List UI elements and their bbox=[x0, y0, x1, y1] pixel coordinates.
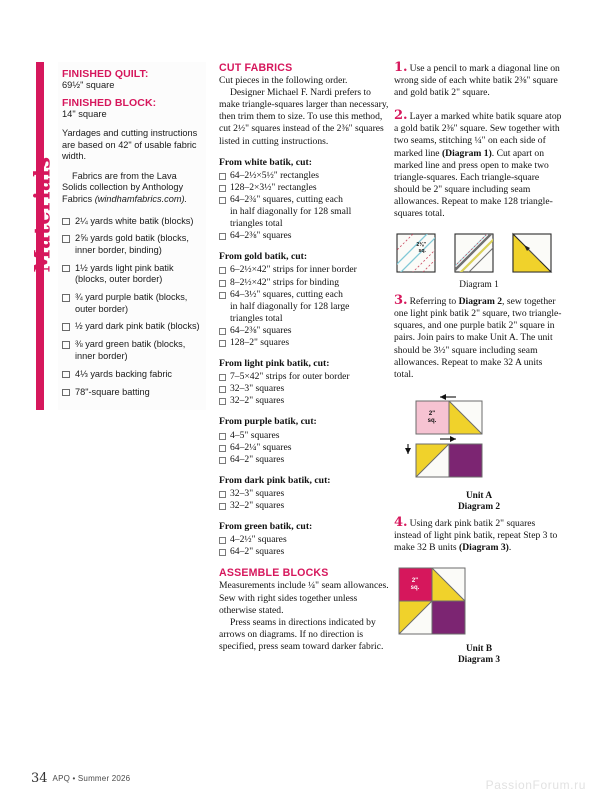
step-3-diagram-ref: Diagram 2 bbox=[458, 296, 503, 308]
diagram-3-tile-label-1: 2" bbox=[411, 578, 419, 585]
cut-item-label: 64–2¾" squares, cutting each bbox=[230, 193, 343, 205]
cut-group-title: From white batik, cut: bbox=[219, 156, 312, 168]
cut-item[interactable] bbox=[219, 488, 389, 500]
material-item[interactable] bbox=[62, 339, 204, 362]
cut-item-label: 32–3" squares bbox=[230, 383, 285, 395]
material-item[interactable] bbox=[62, 369, 204, 380]
cut-item-label: 32–3" squares bbox=[230, 487, 285, 499]
cut-item-label: 64–2⅜" squares bbox=[230, 230, 292, 242]
diagram-1-caption: Diagram 1 bbox=[459, 280, 499, 291]
cut-item[interactable] bbox=[219, 230, 389, 242]
cut-item-label: 128–2" squares bbox=[230, 336, 290, 348]
cut-item[interactable] bbox=[219, 182, 389, 194]
material-item-label: ⅜ yard green batik (blocks, inner border) bbox=[75, 339, 186, 361]
cut-item-label: 4–2½" squares bbox=[230, 534, 287, 546]
cut-item[interactable] bbox=[219, 534, 389, 546]
checkbox-icon[interactable] bbox=[219, 537, 226, 544]
cut-item-label: 64–2⅜" squares bbox=[230, 324, 292, 336]
materials-note-2-text: Fabrics are from the Lava Solids collection by Anthology Fabrics bbox=[62, 170, 184, 204]
material-item-label: 2¼ yards white batik (blocks) bbox=[75, 215, 194, 226]
cut-fabric-groups bbox=[219, 157, 389, 559]
checkbox-icon[interactable] bbox=[62, 235, 70, 243]
step-2-number: 2. bbox=[394, 108, 408, 124]
step-3-number: 3. bbox=[394, 293, 408, 309]
materials-tab-label: Materials bbox=[29, 156, 55, 273]
cut-fabrics-intro-1: Cut pieces in the following order. bbox=[219, 75, 348, 87]
cut-item[interactable] bbox=[219, 546, 389, 558]
material-item-label: 1½ yards light pink batik (blocks, outer border) bbox=[75, 262, 174, 285]
cut-group-title: From green batik, cut: bbox=[219, 521, 313, 533]
assemble-para-2: Press seams in directions indicated by arrows on diagrams. If no direction is specified, press seam toward darker fabric. bbox=[219, 616, 384, 652]
watermark: PassionForum.ru bbox=[485, 778, 586, 792]
checkbox-icon[interactable] bbox=[219, 233, 226, 240]
cut-item-label: 32–2" squares bbox=[230, 500, 285, 511]
diagram-3-graphic bbox=[394, 565, 470, 641]
checkbox-icon[interactable] bbox=[219, 197, 226, 204]
cut-item[interactable] bbox=[219, 337, 389, 349]
material-item[interactable] bbox=[62, 263, 204, 286]
material-item[interactable] bbox=[62, 387, 204, 398]
checkbox-icon[interactable] bbox=[219, 280, 226, 287]
cut-item[interactable] bbox=[219, 170, 389, 182]
cut-item[interactable] bbox=[219, 325, 389, 337]
step-4-text-b: . bbox=[508, 541, 512, 553]
checkbox-icon[interactable] bbox=[62, 371, 70, 379]
diagram-1-graphic bbox=[394, 231, 562, 277]
footer-source: APQ • Summer 2026 bbox=[52, 774, 131, 783]
material-item-label: 2⅝ yards gold batik (blocks, inner border, binding) bbox=[75, 233, 189, 255]
checkbox-icon[interactable] bbox=[62, 218, 70, 226]
material-item-label: 4⅓ yards backing fabric bbox=[75, 368, 173, 379]
checkbox-icon[interactable] bbox=[62, 294, 70, 302]
diagram-1-tile-label-1: 2⅜" bbox=[416, 242, 426, 249]
checkbox-icon[interactable] bbox=[219, 549, 226, 556]
cut-item-continuation: in half diagonally for 128 large bbox=[230, 300, 350, 312]
cut-item-continuation: triangles total bbox=[230, 218, 283, 230]
step-2 bbox=[394, 110, 564, 220]
finished-quilt-value: 69½" square bbox=[62, 80, 115, 90]
diagram-3-caption-label: Diagram 3 bbox=[457, 655, 501, 666]
cut-item-continuation: in half diagonally for 128 small bbox=[230, 206, 352, 218]
diagram-2-tile-label-1: 2" bbox=[428, 410, 436, 417]
assemble-para-1: Measurements include ¼" seam allowances. Sew with right sides together unless otherwise stated. bbox=[219, 580, 389, 616]
cut-item[interactable] bbox=[219, 194, 389, 206]
checkbox-icon[interactable] bbox=[219, 433, 226, 440]
materials-checklist bbox=[62, 216, 204, 398]
step-2-text-b: . Cut apart on marked line and press open to make two triangle-squares. Each triangle-square should be 2" square including seam allowances. Repeat to make 128 triangle-squares total. bbox=[394, 147, 553, 220]
checkbox-icon[interactable] bbox=[219, 398, 226, 405]
cut-item[interactable] bbox=[219, 289, 389, 301]
checkbox-icon[interactable] bbox=[62, 341, 70, 349]
checkbox-icon[interactable] bbox=[62, 389, 70, 397]
cut-item[interactable] bbox=[219, 264, 389, 276]
checkbox-icon[interactable] bbox=[219, 173, 226, 180]
column-cut-fabrics bbox=[219, 62, 389, 653]
cut-group-title: From light pink batik, cut: bbox=[219, 358, 330, 370]
cut-item-label: 128–2×3½" rectangles bbox=[230, 181, 317, 193]
cut-fabrics-heading: CUT FABRICS bbox=[219, 62, 293, 74]
column-steps bbox=[394, 62, 564, 670]
cut-item-continuation: triangles total bbox=[230, 312, 283, 324]
checkbox-icon[interactable] bbox=[219, 267, 226, 274]
diagram-2-tile-label-2: sq. bbox=[427, 417, 437, 424]
checkbox-icon[interactable] bbox=[219, 340, 226, 347]
cut-item-label: 64–2¼" squares bbox=[230, 441, 292, 453]
diagram-3-caption bbox=[394, 644, 564, 666]
diagram-2-graphic bbox=[394, 392, 504, 488]
step-4-diagram-ref: (Diagram 3) bbox=[459, 541, 509, 553]
step-3-text-a: Referring to bbox=[409, 296, 459, 308]
step-1-number: 1. bbox=[394, 60, 408, 75]
material-item-label: ¾ yard purple batik (blocks, outer border) bbox=[75, 292, 188, 314]
materials-note-2 bbox=[62, 171, 204, 206]
checkbox-icon[interactable] bbox=[219, 328, 226, 335]
materials-content bbox=[62, 68, 204, 404]
cut-item-label: 4–5" squares bbox=[230, 429, 280, 441]
checkbox-icon[interactable] bbox=[62, 265, 70, 273]
diagram-1 bbox=[394, 231, 564, 291]
cut-item[interactable] bbox=[219, 454, 389, 466]
cut-item-label: 6–2½×42" strips for inner border bbox=[230, 264, 357, 276]
cut-item[interactable] bbox=[219, 395, 389, 407]
diagram-1-tile-label-2: sq. bbox=[418, 248, 426, 255]
cut-item[interactable] bbox=[219, 442, 389, 454]
diagram-2-caption-label: Diagram 2 bbox=[457, 501, 501, 512]
step-4 bbox=[394, 514, 564, 554]
materials-tab bbox=[26, 62, 56, 410]
cut-fabrics-intro-2: Designer Michael F. Nardi prefers to make triangle-squares larger than necessary, then trim them to size. To use this method, cut 2½" squares instead of the 2⅜" squares listed in cutting instructions. bbox=[219, 87, 389, 147]
material-item[interactable] bbox=[62, 233, 204, 256]
step-3-text-b: , sew together one light pink batik 2" square, two triangle-squares, and one purple batik 2" square in pairs. Join pairs to make Unit A. The unit should be 3½" square including seam allowances. Repeat to make 32 A units total. bbox=[394, 296, 562, 380]
cut-group-title: From gold batik, cut: bbox=[219, 251, 308, 263]
finished-block-value: 14" square bbox=[62, 108, 107, 119]
page-footer bbox=[31, 768, 130, 786]
cut-item[interactable] bbox=[219, 500, 389, 512]
cut-item-label: 32–2" squares bbox=[230, 395, 285, 407]
step-3 bbox=[394, 295, 564, 381]
checkbox-icon[interactable] bbox=[219, 292, 226, 299]
materials-note-2-url: (windhamfabrics.com). bbox=[94, 193, 188, 204]
cut-item-label: 64–2" squares bbox=[230, 546, 285, 558]
finished-quilt-label: FINISHED QUILT: bbox=[62, 68, 149, 80]
step-2-diagram-ref: (Diagram 1) bbox=[441, 147, 492, 159]
material-item-label: ½ yard dark pink batik (blocks) bbox=[75, 321, 200, 332]
checkbox-icon[interactable] bbox=[219, 491, 226, 498]
step-2-text-a: Layer a marked white batik square atop a gold batik 2⅜" square. Sew together with two seams, stitching ¼" on each side of marked line bbox=[394, 111, 562, 159]
diagram-3-tile-label-2: sq. bbox=[410, 585, 420, 592]
checkbox-icon[interactable] bbox=[219, 374, 226, 381]
diagram-2-caption bbox=[394, 491, 564, 513]
material-item-label: 78"-square batting bbox=[75, 386, 150, 397]
diagram-3-unit-label: Unit B bbox=[465, 644, 493, 655]
material-item[interactable] bbox=[62, 292, 204, 315]
cut-item[interactable] bbox=[219, 371, 389, 383]
checkbox-icon[interactable] bbox=[219, 503, 226, 510]
cut-group-title: From purple batik, cut: bbox=[219, 416, 317, 428]
cut-item-label: 64–2½×5½" rectangles bbox=[230, 169, 319, 181]
checkbox-icon[interactable] bbox=[219, 457, 226, 464]
cut-item[interactable] bbox=[219, 430, 389, 442]
page-number: 34 bbox=[31, 771, 48, 786]
cut-item-label: 7–5×42" strips for outer border bbox=[230, 371, 350, 383]
cut-item-label: 64–2" squares bbox=[230, 453, 285, 465]
diagram-2 bbox=[394, 392, 564, 513]
checkbox-icon[interactable] bbox=[62, 323, 70, 331]
step-4-text-a: Using dark pink batik 2" squares instead of light pink batik, repeat Step 3 to make 32 B units bbox=[394, 517, 558, 553]
diagram-3 bbox=[394, 565, 564, 666]
diagram-2-unit-label: Unit A bbox=[465, 490, 493, 501]
material-item[interactable] bbox=[62, 216, 204, 227]
checkbox-icon[interactable] bbox=[219, 185, 226, 192]
step-4-number: 4. bbox=[394, 514, 408, 530]
cut-item[interactable] bbox=[219, 383, 389, 395]
step-1 bbox=[394, 62, 564, 99]
checkbox-icon[interactable] bbox=[219, 445, 226, 452]
cut-item[interactable] bbox=[219, 277, 389, 289]
cut-group-title: From dark pink batik, cut: bbox=[219, 474, 331, 486]
step-1-text: Use a pencil to mark a diagonal line on wrong side of each white batik 2⅜" square and gold batik 2" square. bbox=[394, 63, 560, 99]
cut-item-label: 8–2½×42" strips for binding bbox=[230, 276, 339, 288]
checkbox-icon[interactable] bbox=[219, 386, 226, 393]
finished-block-label: FINISHED BLOCK: bbox=[62, 96, 157, 109]
material-item[interactable] bbox=[62, 321, 204, 332]
cut-item-label: 64–3½" squares, cutting each bbox=[230, 288, 343, 300]
assemble-blocks-heading: ASSEMBLE BLOCKS bbox=[219, 567, 329, 580]
materials-note-1: Yardages and cutting instructions are based on 42" of usable fabric width. bbox=[62, 128, 198, 162]
